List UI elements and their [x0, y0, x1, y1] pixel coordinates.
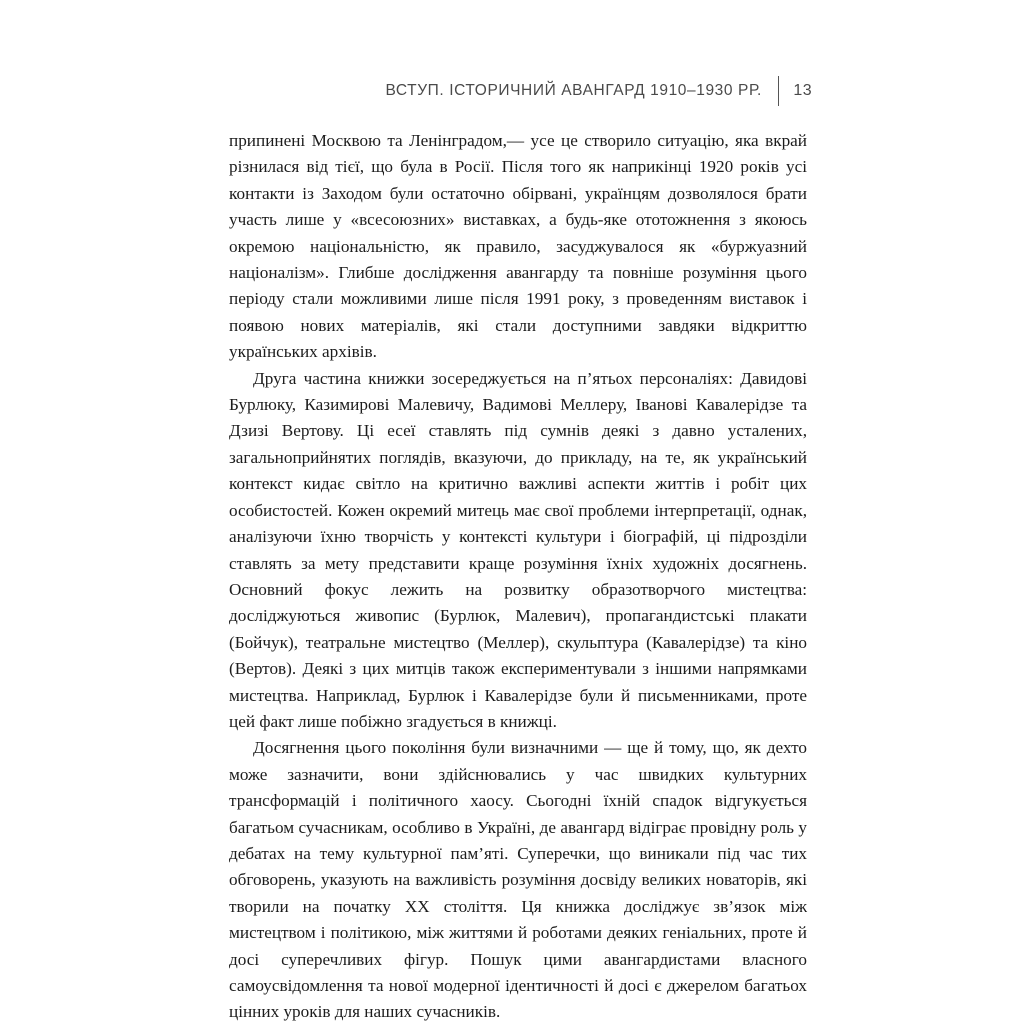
paragraph-continued: припинені Москвою та Ленінградом,— усе це створило ситуацію, яка вкрай різнилася від тієї, що була в Росії. Після того як наприкінці 1920 років усі контакти із Заходом були остаточно обірвані, українцям дозволялося брати участь лише у «всесоюзних» виставках, а будь-яке ототожнення з якоюсь окремою національністю, як правило, засуджувалося як «буржуазний націоналізм». Глибше дослідження авангарду та повніше розуміння цього періоду стали можливими лише після 1991 року, з проведенням виставок і появою нових матеріалів, які стали доступними завдяки відкриттю українських архівів. — [229, 131, 807, 362]
running-title: ВСТУП. ІСТОРИЧНИЙ АВАНГАРД 1910–1930 РР. — [385, 82, 762, 99]
page-number: 13 — [793, 82, 812, 99]
header-divider — [778, 76, 780, 106]
paragraph: Досягнення цього покоління були визначними — ще й тому, що, як дехто може зазначити, вони здійснювались у час швидких культурних трансформацій і політичного хаосу. Сьогодні їхній спадок відгукується багатьом сучасникам, особливо в Україні, де авангард відіграє провідну роль у дебатах на тему культурної пам’яті. Суперечки, що виникали під час тих обговорень, указують на важливість розуміння досвіду великих новаторів, які творили на початку XX століття. Ця книжка досліджує зв’язок між мистецтвом і політикою, між життями й роботами деяких геніальних, проте й досі суперечливих фігур. Пошук цими авангардистами власного самоусвідомлення та нової модерної ідентичності й досі є джерелом багатьох цінних уроків для наших сучасників. — [229, 738, 807, 1022]
paragraph: Друга частина книжки зосереджується на п’ятьох персоналіях: Давидові Бурлюку, Казимирові Малевичу, Вадимові Меллеру, Іванові Кавалерідзе та Дзизі Вертову. Ці есеї ставлять під сумнів деякі з давно усталених, загальноприйнятих поглядів, вказуючи, до прикладу, на те, як український контекст кидає світло на критично важливі аспекти життів і робіт цих особистостей. Кожен окремий митець має свої проблеми інтерпретації, однак, аналізуючи їхню творчість у контексті культури і біографій, ці підрозділи ставлять за мету представити краще розуміння їхніх художніх досягнень. Основний фокус лежить на розвитку образотворчого мистецтва: досліджуються живопис (Бурлюк, Малевич), пропагандистські плакати (Бойчук), театральне мистецтво (Меллер), скульптура (Кавалерідзе) та кіно (Вертов). Деякі з цих митців також експериментували з іншими напрямками мистецтва. Наприклад, Бурлюк і Кавалерідзе були й письменниками, проте цей факт лише побіжно згадується в книжці. — [229, 368, 807, 731]
running-header — [385, 78, 812, 104]
body-text — [229, 128, 807, 1024]
